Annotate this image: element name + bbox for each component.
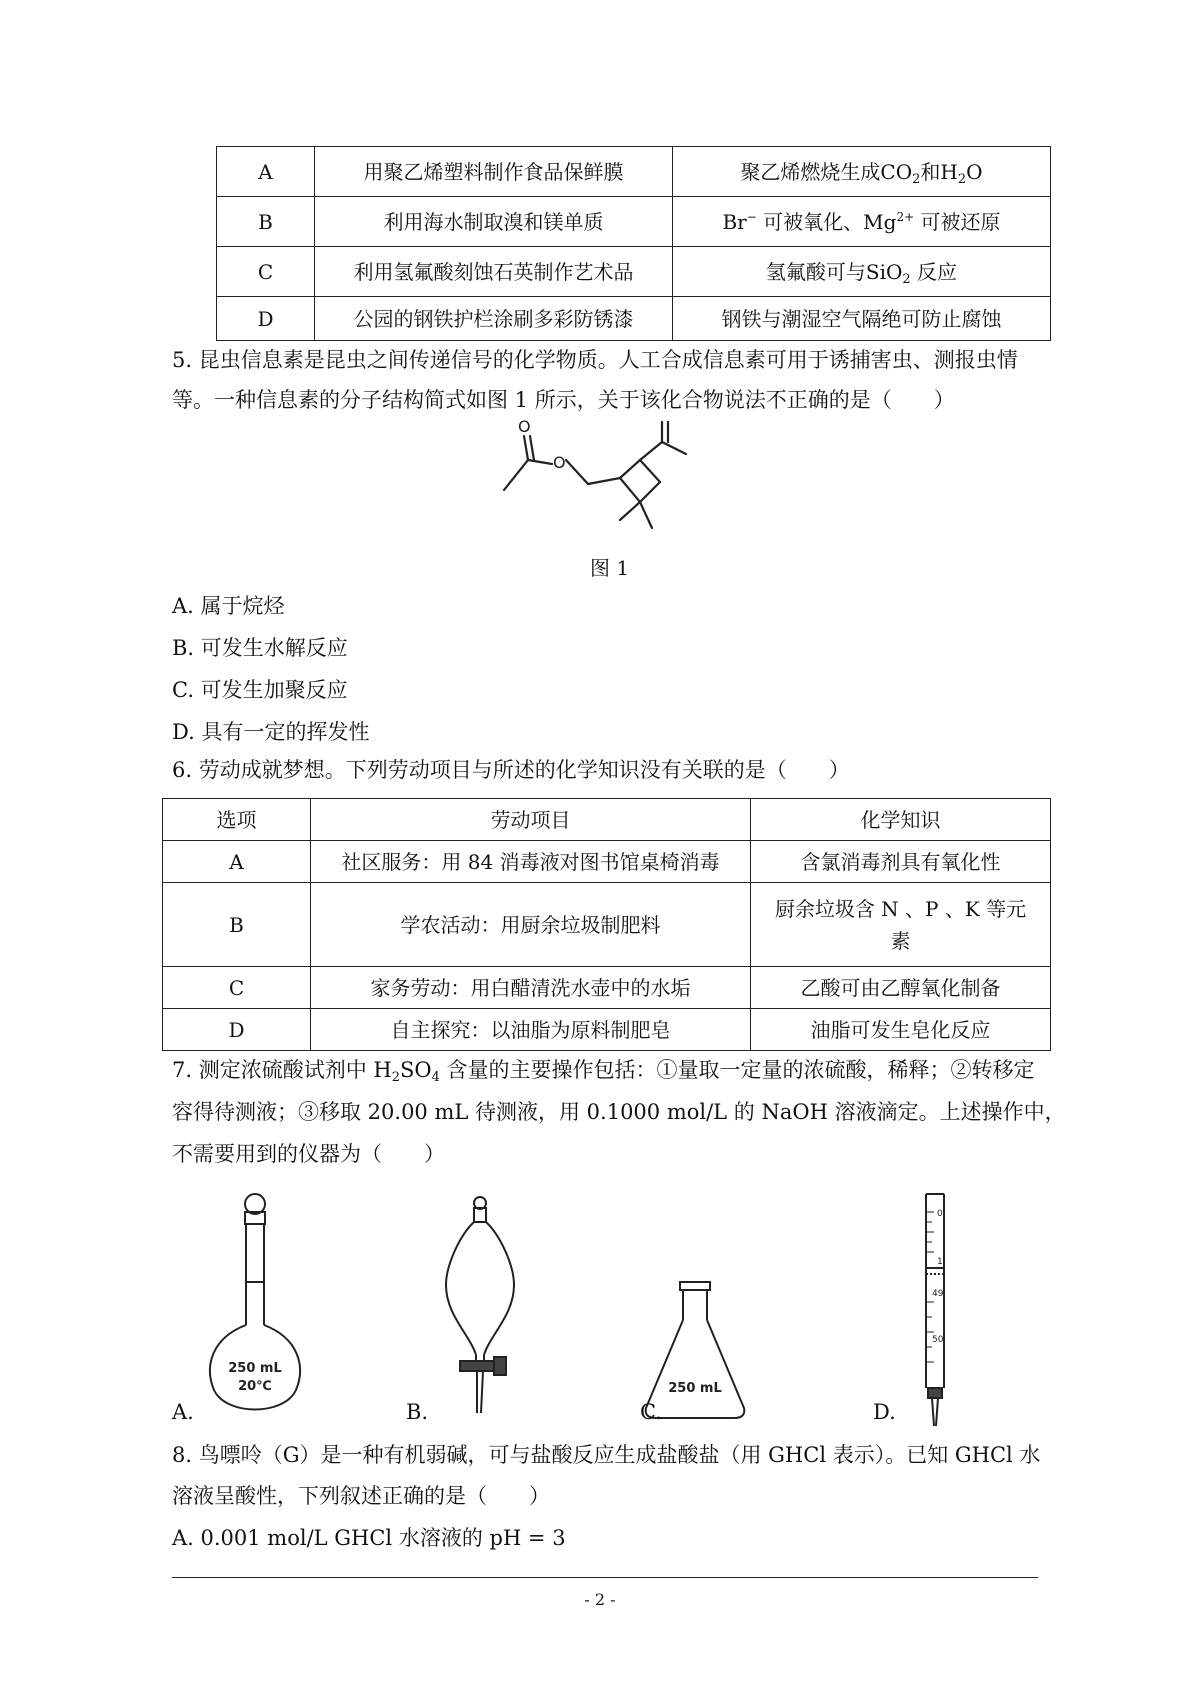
table-header-row xyxy=(163,799,1051,841)
table-row xyxy=(217,247,1051,297)
table1-key: D xyxy=(217,297,315,341)
table1-knowledge: 氢氟酸可与SiO$_2$ 反应 xyxy=(673,247,1051,297)
flask-volume-label: 250 mL xyxy=(228,1361,282,1376)
q5-option-a: A. 属于烷烃 xyxy=(172,594,285,618)
row-key: A xyxy=(163,841,311,883)
burette-mark-0: 0 xyxy=(937,1209,943,1219)
q5-stem-line1: 5. 昆虫信息素是昆虫之间传递信号的化学物质。人工合成信息素可用于诱捕害虫、测报虫情 xyxy=(172,348,1018,372)
burette-icon xyxy=(910,1192,960,1428)
row-knowledge: 油脂可发生皂化反应 xyxy=(751,1009,1051,1051)
row-knowledge: 含氯消毒剂具有氧化性 xyxy=(751,841,1051,883)
burette-mark-50: 50 xyxy=(932,1335,944,1345)
table-row xyxy=(217,197,1051,247)
burette-mark-49: 49 xyxy=(932,1289,944,1299)
figure-caption: 图 1 xyxy=(590,556,630,580)
q6-stem: 6. 劳动成就梦想。下列劳动项目与所述的化学知识没有关联的是（ ） xyxy=(172,758,850,782)
header-knowledge: 化学知识 xyxy=(751,799,1051,841)
row-key: D xyxy=(163,1009,311,1051)
table-row xyxy=(163,967,1051,1009)
table1-project: 利用海水制取溴和镁单质 xyxy=(315,197,673,247)
q7-option-d-label: D. xyxy=(873,1400,896,1424)
header-option: 选项 xyxy=(163,799,311,841)
table1-project: 公园的钢铁护栏涂刷多彩防锈漆 xyxy=(315,297,673,341)
q7-option-a-label: A. xyxy=(172,1400,194,1424)
row-project: 自主探究：以油脂为原料制肥皂 xyxy=(311,1009,751,1051)
flask-temp-label: 20℃ xyxy=(238,1379,272,1394)
q5-stem-line2: 等。一种信息素的分子结构简式如图 1 所示，关于该化合物说法不正确的是（ ） xyxy=(172,388,955,412)
q8-option-a: A. 0.001 mol/L GHCl 水溶液的 pH = 3 xyxy=(172,1526,566,1550)
q7-stem-line2: 容得待测液；③移取 20.00 mL 待测液，用 0.1000 mol/L 的 NaOH 溶液滴定。上述操作中， xyxy=(172,1100,1066,1124)
q5-option-b: B. 可发生水解反应 xyxy=(172,636,348,660)
table-row xyxy=(163,1009,1051,1051)
table-row xyxy=(217,147,1051,197)
table1-key: A xyxy=(217,147,315,197)
q8-stem-line1: 8. 鸟嘌呤（G）是一种有机弱碱，可与盐酸反应生成盐酸盐（用 GHCl 表示）。已知 GHCl 水 xyxy=(172,1443,1041,1467)
separatory-funnel-icon xyxy=(430,1195,540,1425)
footer-divider xyxy=(172,1577,1038,1578)
table1-knowledge: Br− 可被氧化、$Mg^{2+}$ 可被还原 xyxy=(673,197,1051,247)
row-knowledge: 乙酸可由乙醇氧化制备 xyxy=(751,967,1051,1009)
table1-project: 利用氢氟酸刻蚀石英制作艺术品 xyxy=(315,247,673,297)
q5-option-d: D. 具有一定的挥发性 xyxy=(172,720,370,744)
molecule-figure xyxy=(490,420,690,570)
page-number: - 2 - xyxy=(584,1590,616,1609)
volumetric-flask-icon xyxy=(200,1190,310,1420)
q7-option-b-label: B. xyxy=(406,1400,429,1424)
table-row xyxy=(163,841,1051,883)
table-options-1 xyxy=(216,146,1051,341)
row-knowledge: 厨余垃圾含 N 、P 、K 等元 素 xyxy=(751,883,1051,967)
table1-knowledge: 钢铁与潮湿空气隔绝可防止腐蚀 xyxy=(673,297,1051,341)
table1-key: B xyxy=(217,197,315,247)
burette-mark-1: 1 xyxy=(937,1257,943,1267)
q5-option-c: C. 可发生加聚反应 xyxy=(172,678,348,702)
table1-project: 用聚乙烯塑料制作食品保鲜膜 xyxy=(315,147,673,197)
row-project: 家务劳动：用白醋清洗水壶中的水垢 xyxy=(311,967,751,1009)
q7-stem-line3: 不需要用到的仪器为（ ） xyxy=(172,1142,445,1166)
oxygen-label-2: O xyxy=(553,453,566,472)
erlenmeyer-volume-label: 250 mL xyxy=(668,1381,722,1396)
table1-key: C xyxy=(217,247,315,297)
row-project: 社区服务：用 84 消毒液对图书馆桌椅消毒 xyxy=(311,841,751,883)
row-project: 学农活动：用厨余垃圾制肥料 xyxy=(311,883,751,967)
table-row xyxy=(163,883,1051,967)
q7-option-c-label: C. xyxy=(640,1400,662,1424)
table-labor xyxy=(162,798,1051,1051)
oxygen-label-1: O xyxy=(518,420,531,436)
q8-stem-line2: 溶液呈酸性，下列叙述正确的是（ ） xyxy=(172,1484,550,1508)
q7-stem-line1: 7. 测定浓硫酸试剂中 $H_2SO_4$ 含量的主要操作包括：①量取一定量的浓硫酸，稀释；②转移定 xyxy=(172,1058,1035,1085)
row-key: C xyxy=(163,967,311,1009)
row-key: B xyxy=(163,883,311,967)
table1-knowledge: 聚乙烯燃烧生成$CO_2$和$H_2O$ xyxy=(673,147,1051,197)
table-row xyxy=(217,297,1051,341)
header-project: 劳动项目 xyxy=(311,799,751,841)
